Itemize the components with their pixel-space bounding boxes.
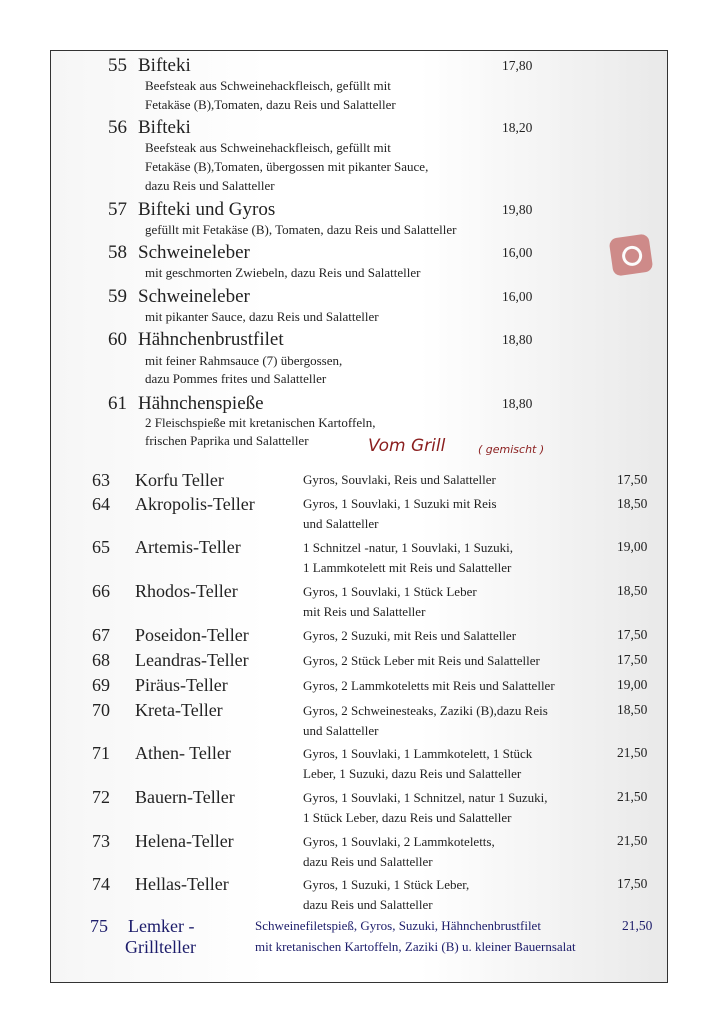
item-number: 56 <box>108 117 127 138</box>
restaurant-logo-icon <box>609 233 654 276</box>
item-description: Beefsteak aus Schweinehackfleisch, gefüllt mit <box>145 140 391 155</box>
item-description: Beefsteak aus Schweinehackfleisch, gefüllt mit <box>145 78 391 93</box>
item-description: gefüllt mit Fetakäse (B), Tomaten, dazu Reis und Salatteller <box>145 222 457 237</box>
item-description: mit Reis und Salatteller <box>303 604 426 619</box>
item-price: 17,50 <box>617 652 648 667</box>
item-name: Lemker - <box>128 916 195 936</box>
item-name: Rhodos-Teller <box>135 581 238 601</box>
item-name: Bauern-Teller <box>135 787 235 807</box>
item-description: Fetakäse (B),Tomaten, dazu Reis und Salatteller <box>145 97 396 112</box>
item-name: Akropolis-Teller <box>135 494 255 514</box>
item-number: 66 <box>92 581 110 601</box>
item-description: Gyros, 2 Stück Leber mit Reis und Salatteller <box>303 653 540 668</box>
item-number: 70 <box>92 700 110 720</box>
item-name: Athen- Teller <box>135 743 231 763</box>
item-number: 61 <box>108 393 127 414</box>
item-description: 1 Schnitzel -natur, 1 Souvlaki, 1 Suzuki, <box>303 540 513 555</box>
item-description: Gyros, 1 Souvlaki, 2 Lammkoteletts, <box>303 834 495 849</box>
item-name: Schweineleber <box>138 286 250 307</box>
item-description: Gyros, 1 Suzuki, 1 Stück Leber, <box>303 877 470 892</box>
item-name: Bifteki <box>138 55 191 76</box>
item-description: Gyros, Souvlaki, Reis und Salatteller <box>303 472 496 487</box>
item-description: dazu Pommes frites und Salatteller <box>145 371 327 386</box>
item-name: Leandras-Teller <box>135 650 249 670</box>
item-number: 55 <box>108 55 127 76</box>
item-number: 69 <box>92 675 110 695</box>
item-price: 21,50 <box>617 745 648 760</box>
item-description: und Salatteller <box>303 516 379 531</box>
item-price: 21,50 <box>617 789 648 804</box>
item-number: 68 <box>92 650 110 670</box>
item-price: 18,50 <box>617 583 648 598</box>
item-description: Gyros, 2 Lammkoteletts mit Reis und Salatteller <box>303 678 555 693</box>
item-price: 19,00 <box>617 677 648 692</box>
item-description: Gyros, 2 Schweinesteaks, Zaziki (B),dazu Reis <box>303 703 548 718</box>
item-price: 17,80 <box>502 58 533 73</box>
item-description: mit pikanter Sauce, dazu Reis und Salatteller <box>145 309 379 324</box>
item-number: 72 <box>92 787 110 807</box>
item-description: Gyros, 1 Souvlaki, 1 Stück Leber <box>303 584 477 599</box>
item-price: 16,00 <box>502 289 533 304</box>
section-subheading: ( gemischt ) <box>478 443 545 456</box>
item-number: 59 <box>108 286 127 307</box>
item-price: 16,00 <box>502 245 533 260</box>
item-name: Artemis-Teller <box>135 537 241 557</box>
item-number: 64 <box>92 494 110 514</box>
item-name: Hähnchenbrustfilet <box>138 329 284 350</box>
item-description: dazu Reis und Salatteller <box>303 897 433 912</box>
item-name: Hellas-Teller <box>135 874 229 894</box>
item-price: 18,80 <box>502 332 533 347</box>
item-price: 18,50 <box>617 702 648 717</box>
item-price: 17,50 <box>617 472 648 487</box>
item-description: mit kretanischen Kartoffeln, Zaziki (B) u. kleiner Bauernsalat <box>255 939 576 954</box>
item-number: 60 <box>108 329 127 350</box>
item-description: und Salatteller <box>303 723 379 738</box>
item-number: 58 <box>108 242 127 263</box>
item-price: 18,20 <box>502 120 533 135</box>
item-name: Korfu Teller <box>135 470 224 490</box>
section-heading-vom-grill: Vom Grill <box>368 436 446 456</box>
item-description: dazu Reis und Salatteller <box>145 178 275 193</box>
item-description: Gyros, 2 Suzuki, mit Reis und Salatteller <box>303 628 517 643</box>
item-price: 17,50 <box>617 627 648 642</box>
item-number: 67 <box>92 625 110 645</box>
item-number: 71 <box>92 743 110 763</box>
item-description: Fetakäse (B),Tomaten, übergossen mit pikanter Sauce, <box>145 159 429 174</box>
item-description: Schweinefiletspieß, Gyros, Suzuki, Hähnchenbrustfilet <box>255 918 541 933</box>
item-number: 74 <box>92 874 110 894</box>
item-name: Grillteller <box>125 937 196 957</box>
item-name: Poseidon-Teller <box>135 625 249 645</box>
item-price: 21,50 <box>622 918 653 933</box>
item-description: 1 Lammkotelett mit Reis und Salatteller <box>303 560 512 575</box>
item-price: 18,50 <box>617 496 648 511</box>
item-number: 63 <box>92 470 110 490</box>
item-name: Piräus-Teller <box>135 675 228 695</box>
item-description: Gyros, 1 Souvlaki, 1 Schnitzel, natur 1 Suzuki, <box>303 790 548 805</box>
item-number: 57 <box>108 199 127 220</box>
item-description: frischen Paprika und Salatteller <box>145 433 309 448</box>
item-price: 17,50 <box>617 876 648 891</box>
item-number: 73 <box>92 831 110 851</box>
item-name: Hähnchenspieße <box>138 393 264 414</box>
item-description: Gyros, 1 Souvlaki, 1 Lammkotelett, 1 Stück <box>303 746 533 761</box>
item-name: Schweineleber <box>138 242 250 263</box>
item-price: 21,50 <box>617 833 648 848</box>
item-name: Bifteki und Gyros <box>138 199 276 220</box>
item-description: 2 Fleischspieße mit kretanischen Kartoffeln, <box>145 415 376 430</box>
item-price: 19,00 <box>617 539 648 554</box>
item-description: Leber, 1 Suzuki, dazu Reis und Salatteller <box>303 766 522 781</box>
item-description: mit feiner Rahmsauce (7) übergossen, <box>145 353 343 368</box>
item-description: 1 Stück Leber, dazu Reis und Salatteller <box>303 810 512 825</box>
item-price: 19,80 <box>502 202 533 217</box>
item-number: 65 <box>92 537 110 557</box>
item-description: mit geschmorten Zwiebeln, dazu Reis und Salatteller <box>145 265 421 280</box>
item-description: dazu Reis und Salatteller <box>303 854 433 869</box>
item-name: Bifteki <box>138 117 191 138</box>
item-name: Helena-Teller <box>135 831 234 851</box>
item-price: 18,80 <box>502 396 533 411</box>
item-name: Kreta-Teller <box>135 700 223 720</box>
item-description: Gyros, 1 Souvlaki, 1 Suzuki mit Reis <box>303 496 497 511</box>
item-number: 75 <box>90 916 108 936</box>
